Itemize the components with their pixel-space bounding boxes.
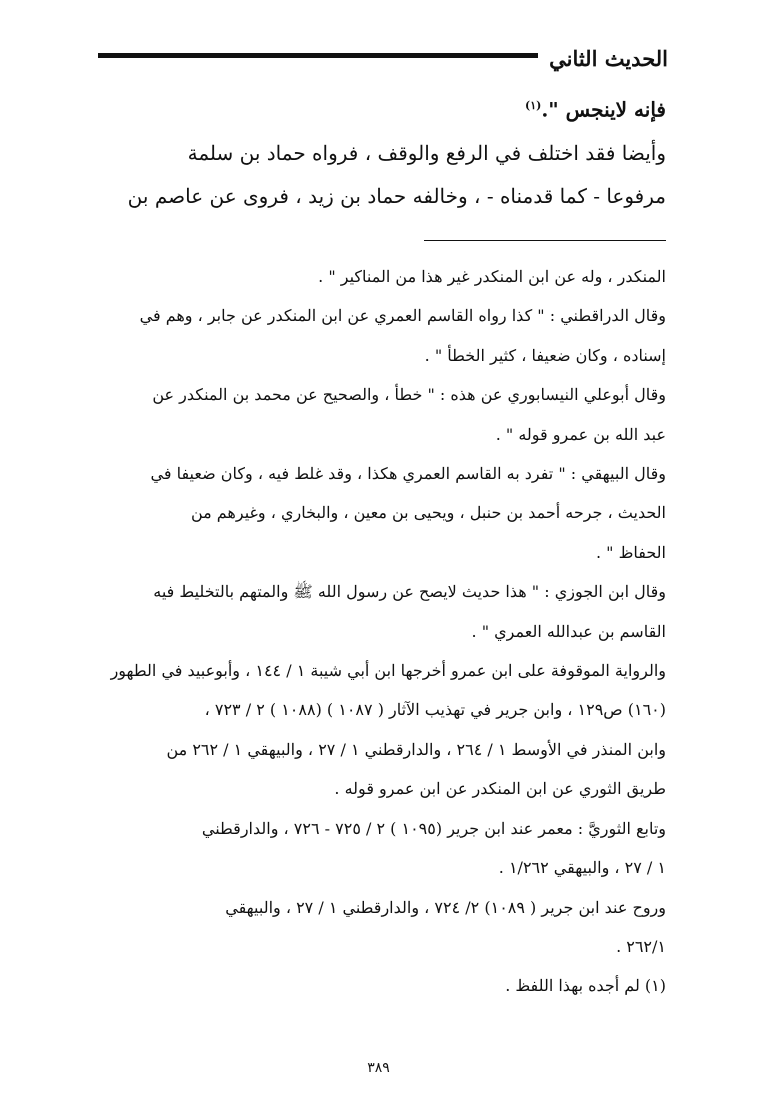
main-text — [100, 84, 666, 218]
footnote-line: الحديث ، جرحه أحمد بن حنبل ، ويحيى بن معين ، والبخاري ، وغيرهم من — [190, 503, 666, 523]
footnote-line: والرواية الموقوفة على ابن عمرو أخرجها ابن أبي شيبة ١ / ١٤٤ ، وأبوعبيد في الطهور — [110, 661, 666, 681]
footnote-line: إسناده ، وكان ضعيفا ، كثير الخطأ " . — [424, 345, 666, 365]
footnote-line: وابن المنذر في الأوسط ١ / ٢٦٤ ، والدارقطني ١ / ٢٧ ، والبيهقي ١ / ٢٦٢ من — [166, 739, 666, 759]
main-line: وأيضا فقد اختلف في الرفع والوقف ، فرواه حماد بن سلمة — [187, 140, 666, 165]
footnote-line: طريق الثوري عن ابن المنكدر عن ابن عمرو قوله . — [334, 779, 666, 799]
chapter-title: الحديث الثاني — [549, 46, 668, 71]
main-line: مرفوعا - كما قدمناه - ، وخالفه حماد بن زيد ، فروى عن عاصم بن — [127, 183, 666, 208]
footnote-line: ١ / ٢٧ ، والبيهقي ١/٢٦٢ . — [498, 858, 666, 878]
footnote-line: ٢٦٢/١ . — [616, 936, 666, 956]
footnote-line: (١) لم أجده بهذا اللفظ . — [505, 976, 666, 996]
footnote-line: وقال البيهقي : " تفرد به القاسم العمري هكذا ، وقد غلط فيه ، وكان ضعيفا في — [150, 464, 666, 484]
running-header — [98, 36, 668, 82]
footnote-line: وقال ابن الجوزي : " هذا حديث لايصح عن رسول الله ﷺ والمتهم بالتخليط فيه — [153, 582, 666, 602]
footnote-line: وقال الدراقطني : " كذا رواه القاسم العمري عن ابن المنكدر عن جابر ، وهم في — [139, 306, 666, 326]
footnote-separator — [424, 240, 666, 241]
main-line: فإنه لاينجس ".$^{(١)}$ — [524, 97, 666, 122]
header-rule — [98, 53, 538, 58]
footnote-line: وقال أبوعلي النيسابوري عن هذه : " خطأ ، والصحيح عن محمد بن المنكدر عن — [152, 385, 666, 405]
footnotes — [100, 257, 666, 1006]
footnote-line: (١٦٠) ص١٢٩ ، وابن جرير في تهذيب الآثار ( ١٠٨٧ ) (١٠٨٨ ) ٢ / ٧٢٣ ، — [204, 700, 666, 720]
footnote-marker: (١) — [524, 99, 542, 112]
footnote-line: وروح عند ابن جرير ( ١٠٨٩) ٢/ ٧٢٤ ، والدارقطني ١ / ٢٧ ، والبيهقي — [225, 897, 666, 917]
footnote-line: وتابع الثوريَّ : معمر عند ابن جرير (١٠٩٥ ) ٢ / ٧٢٥ - ٧٢٦ ، والدارقطني — [201, 818, 666, 838]
footnote-line: عبد الله بن عمرو قوله " . — [495, 424, 666, 444]
page-number: ٣٨٩ — [367, 1060, 390, 1076]
footnote-line: القاسم بن عبدالله العمري " . — [471, 621, 666, 641]
footnote-line: المنكدر ، وله عن ابن المنكدر غير هذا من المناكير " . — [318, 267, 666, 286]
footnote-line: الحفاظ " . — [595, 542, 666, 562]
